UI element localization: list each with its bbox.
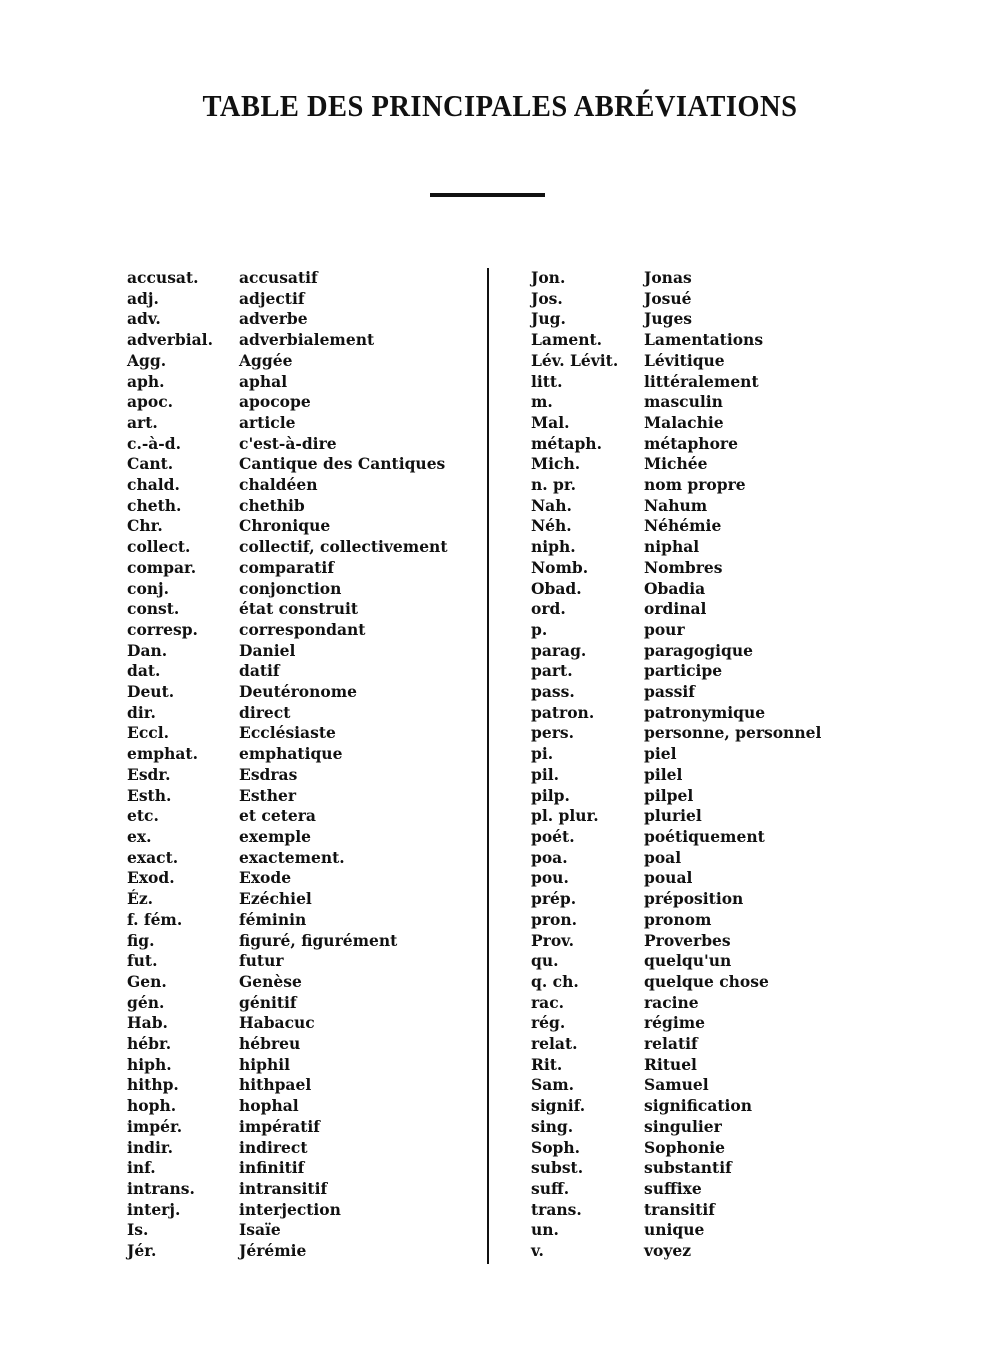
abbreviation-entry: [531, 289, 831, 310]
abbreviation-entry: [127, 682, 477, 703]
abbreviation: Jug.: [531, 309, 566, 329]
abbreviation-entry: [127, 1013, 477, 1034]
abbreviation: pers.: [531, 723, 574, 743]
abbreviation-meaning: accusatif: [239, 268, 318, 287]
abbreviation: hiph.: [127, 1054, 172, 1074]
abbreviation: adj.: [127, 288, 159, 308]
abbreviation-meaning: poual: [644, 868, 693, 888]
abbreviation: fig.: [127, 930, 155, 950]
abbreviation: Mal.: [531, 412, 570, 432]
abbreviation: signif.: [531, 1096, 586, 1116]
abbreviation-meaning: Ecclésiaste: [239, 723, 336, 743]
abbreviation-entry: [127, 413, 477, 434]
abbreviation: Lév. Lévit.: [531, 350, 619, 370]
abbreviation: Is.: [127, 1220, 149, 1240]
abbreviation-entry: [127, 1075, 477, 1096]
abbreviation-entry: [127, 848, 477, 869]
abbreviation: cheth.: [127, 495, 182, 515]
abbreviation-meaning: Sophonie: [644, 1137, 725, 1157]
abbreviation-meaning: Juges: [644, 309, 693, 329]
abbreviation-meaning: hiphil: [239, 1054, 291, 1074]
abbreviation: prép.: [531, 889, 577, 909]
abbreviation-meaning: relatif: [644, 1034, 698, 1054]
abbreviation: Gen.: [127, 971, 167, 991]
abbreviation-entry: [127, 1055, 477, 1076]
abbreviation-entry: [531, 744, 831, 765]
abbreviation-entry: [531, 786, 831, 807]
abbreviation-entry: [531, 516, 831, 537]
abbreviation: Néh.: [531, 516, 572, 536]
abbreviation-entry: [531, 579, 831, 600]
abbreviation-meaning: adjectif: [239, 288, 305, 308]
abbreviation: m.: [531, 392, 553, 412]
abbreviation: pass.: [531, 682, 575, 702]
abbreviation-meaning: aphal: [239, 371, 288, 391]
abbreviation-entry: [127, 537, 477, 558]
abbreviation-entry: [531, 889, 831, 910]
abbreviation-entry: [127, 868, 477, 889]
abbreviation: parag.: [531, 640, 587, 660]
abbreviation-meaning: conjonction: [239, 578, 342, 598]
abbreviation: relat.: [531, 1034, 578, 1054]
abbreviation-meaning: Aggée: [239, 350, 293, 370]
abbreviation-meaning: transitif: [644, 1199, 715, 1219]
abbreviation-entry: [127, 951, 477, 972]
abbreviation-meaning: Cantique des Cantiques: [239, 454, 446, 474]
abbreviation-entry: [531, 641, 831, 662]
abbreviation-entry: [531, 931, 831, 952]
abbreviation-meaning: hébreu: [239, 1034, 301, 1054]
abbreviation: pilp.: [531, 785, 570, 805]
abbreviation-entry: [127, 330, 477, 351]
abbreviation: apoc.: [127, 392, 174, 412]
abbreviation-entry: [531, 372, 831, 393]
abbreviation-meaning: substantif: [644, 1158, 732, 1178]
abbreviation-entry: [531, 558, 831, 579]
abbreviation-meaning: Michée: [644, 454, 708, 474]
abbreviation: litt.: [531, 371, 563, 391]
abbreviation: conj.: [127, 578, 170, 598]
abbreviation: niph.: [531, 537, 576, 557]
abbreviation-entry: [127, 1158, 477, 1179]
abbreviation-entry: [531, 868, 831, 889]
abbreviation-meaning: figuré, figurément: [239, 930, 398, 950]
abbreviation-meaning: quelque chose: [644, 971, 769, 991]
abbreviation-meaning: paragogique: [644, 640, 753, 660]
abbreviation-meaning: patronymique: [644, 702, 766, 722]
abbreviation-entry: [127, 744, 477, 765]
abbreviation-entry: [531, 1220, 831, 1241]
abbreviation-meaning: exactement.: [239, 847, 345, 867]
abbreviation-entry: [531, 496, 831, 517]
abbreviation-entry: [127, 309, 477, 330]
abbreviation-entry: [127, 972, 477, 993]
abbreviation-meaning: unique: [644, 1220, 705, 1240]
abbreviation-entry: [127, 889, 477, 910]
abbreviation: poét.: [531, 826, 575, 846]
abbreviation-entry: [127, 993, 477, 1014]
abbreviation-entry: [531, 703, 831, 724]
abbreviation-meaning: Daniel: [239, 640, 296, 660]
abbreviation-meaning: passif: [644, 682, 695, 702]
abbreviation-entry: [127, 475, 477, 496]
abbreviation-meaning: génitif: [239, 992, 297, 1012]
abbreviation-meaning: adverbialement: [239, 330, 375, 350]
abbreviation-meaning: Genèse: [239, 971, 302, 991]
abbreviation-entry: [127, 558, 477, 579]
abbreviation-meaning: pilel: [644, 764, 683, 784]
abbreviation: intrans.: [127, 1178, 195, 1198]
abbreviation-entry: [127, 351, 477, 372]
abbreviation-meaning: voyez: [644, 1241, 692, 1261]
abbreviation: Mich.: [531, 454, 581, 474]
abbreviation-meaning: Jonas: [644, 268, 692, 287]
abbreviation: adverbial.: [127, 330, 213, 350]
abbreviation-entry: [531, 351, 831, 372]
abbreviation-meaning: poétiquement: [644, 826, 765, 846]
abbreviation-entry: [531, 599, 831, 620]
abbreviation: Esdr.: [127, 764, 171, 784]
abbreviation-meaning: collectif, collectivement: [239, 537, 448, 557]
abbreviation-entry: [127, 703, 477, 724]
abbreviation-entry: [531, 413, 831, 434]
abbreviation-entry: [531, 1158, 831, 1179]
abbreviation-meaning: personne, personnel: [644, 723, 822, 743]
abbreviation: collect.: [127, 537, 191, 557]
abbreviation-entry: [127, 289, 477, 310]
abbreviation-entry: [127, 1117, 477, 1138]
abbreviation: rég.: [531, 1013, 566, 1033]
abbreviation: Chr.: [127, 516, 163, 536]
abbreviation-meaning: poal: [644, 847, 682, 867]
abbreviation-meaning: Ezéchiel: [239, 889, 312, 909]
abbreviation-meaning: indirect: [239, 1137, 308, 1157]
abbreviation-entry: [127, 1138, 477, 1159]
abbreviation-meaning: c'est-à-dire: [239, 433, 337, 453]
abbreviation-entry: [127, 1200, 477, 1221]
abbreviation: subst.: [531, 1158, 584, 1178]
abbreviation: Obad.: [531, 578, 582, 598]
abbreviation-meaning: Malachie: [644, 412, 724, 432]
abbreviation-entry: [531, 620, 831, 641]
abbreviation-entry: [531, 454, 831, 475]
abbreviation-meaning: correspondant: [239, 619, 366, 639]
title-rule: [430, 193, 545, 197]
abbreviation-entry: [127, 1034, 477, 1055]
abbreviation: Lament.: [531, 330, 603, 350]
abbreviation: ex.: [127, 826, 152, 846]
abbreviation-meaning: préposition: [644, 889, 744, 909]
abbreviation-meaning: Lamentations: [644, 330, 764, 350]
abbreviation-meaning: intransitif: [239, 1178, 328, 1198]
abbreviation-meaning: Néhémie: [644, 516, 722, 536]
abbreviation: trans.: [531, 1199, 582, 1219]
abbreviation-entry: [127, 1220, 477, 1241]
abbreviation-meaning: Jérémie: [239, 1241, 307, 1261]
abbreviation: p.: [531, 619, 548, 639]
abbreviation-entry: [127, 765, 477, 786]
abbreviation: dir.: [127, 702, 156, 722]
abbreviation-meaning: impératif: [239, 1116, 320, 1136]
abbreviation-entry: [531, 910, 831, 931]
abbreviation-entry: [127, 641, 477, 662]
abbreviation-entry: [127, 454, 477, 475]
abbreviation: n. pr.: [531, 475, 577, 495]
abbreviation-meaning: quelqu'un: [644, 951, 732, 971]
abbreviation-meaning: Josué: [644, 288, 692, 308]
abbreviation-entry: [127, 910, 477, 931]
abbreviation-entry: [531, 682, 831, 703]
abbreviation: qu.: [531, 951, 559, 971]
abbreviation-entry: [531, 268, 831, 289]
column-divider: [487, 268, 489, 1264]
abbreviation-entry: [531, 309, 831, 330]
abbreviation: art.: [127, 412, 158, 432]
abbreviation: Jér.: [127, 1241, 157, 1261]
abbreviation-entry: [127, 620, 477, 641]
abbreviation-meaning: Nombres: [644, 557, 723, 577]
abbreviation: sing.: [531, 1116, 574, 1136]
abbreviation-entry: [127, 1241, 477, 1262]
abbreviation: suff.: [531, 1178, 570, 1198]
abbreviation-meaning: piel: [644, 744, 677, 764]
abbreviation: aph.: [127, 371, 165, 391]
abbreviation: hoph.: [127, 1096, 177, 1116]
abbreviation: adv.: [127, 309, 161, 329]
abbreviation-entry: [127, 806, 477, 827]
abbreviation-meaning: infinitif: [239, 1158, 305, 1178]
abbreviation: un.: [531, 1220, 559, 1240]
abbreviation-meaning: littéralement: [644, 371, 759, 391]
abbreviation-entry: [127, 931, 477, 952]
abbreviation: f. fém.: [127, 909, 183, 929]
abbreviation-meaning: pour: [644, 619, 685, 639]
abbreviation-meaning: Isaïe: [239, 1220, 281, 1240]
abbreviation: Sam.: [531, 1075, 575, 1095]
abbreviation-entry: [127, 268, 477, 289]
abbreviation-entry: [127, 496, 477, 517]
abbreviation: accusat.: [127, 268, 199, 287]
abbreviation-meaning: futur: [239, 951, 284, 971]
abbreviation: métaph.: [531, 433, 602, 453]
abbreviation-meaning: hophal: [239, 1096, 299, 1116]
abbreviation-meaning: métaphore: [644, 433, 738, 453]
abbreviation-entry: [531, 1013, 831, 1034]
abbreviation-meaning: article: [239, 412, 296, 432]
abbreviation-entry: [531, 1117, 831, 1138]
abbreviation-entry: [531, 972, 831, 993]
abbreviation-entry: [127, 434, 477, 455]
abbreviation: dat.: [127, 661, 161, 681]
abbreviation: Hab.: [127, 1013, 168, 1033]
abbreviation-entry: [531, 723, 831, 744]
abbreviation-meaning: pluriel: [644, 806, 702, 826]
abbreviation: Agg.: [127, 350, 167, 370]
abbreviation-meaning: interjection: [239, 1199, 341, 1219]
abbreviation-entry: [531, 993, 831, 1014]
abbreviation: Nah.: [531, 495, 572, 515]
abbreviation-meaning: datif: [239, 661, 280, 681]
abbreviation: Soph.: [531, 1137, 581, 1157]
abbreviation: indir.: [127, 1137, 174, 1157]
abbreviation-meaning: niphal: [644, 537, 700, 557]
abbreviation-meaning: masculin: [644, 392, 723, 412]
abbreviation: compar.: [127, 557, 197, 577]
abbreviation-entry: [531, 848, 831, 869]
abbreviation: impér.: [127, 1116, 183, 1136]
abbreviation-entry: [531, 1138, 831, 1159]
abbreviation-entry: [531, 1055, 831, 1076]
abbreviation-entry: [127, 599, 477, 620]
abbreviation-meaning: adverbe: [239, 309, 308, 329]
abbreviation: ord.: [531, 599, 566, 619]
abbreviation-meaning: Exode: [239, 868, 292, 888]
abbreviation-meaning: comparatif: [239, 557, 334, 577]
abbreviation-meaning: emphatique: [239, 744, 343, 764]
abbreviation-entry: [531, 1200, 831, 1221]
abbreviation-entry: [127, 661, 477, 682]
abbreviation: etc.: [127, 806, 159, 826]
abbreviation: Deut.: [127, 682, 175, 702]
abbreviation-entry: [127, 827, 477, 848]
abbreviation-entry: [127, 723, 477, 744]
abbreviation-entry: [531, 475, 831, 496]
abbreviation-entry: [531, 1075, 831, 1096]
abbreviation-meaning: féminin: [239, 909, 307, 929]
abbreviation-meaning: ordinal: [644, 599, 707, 619]
abbreviation-meaning: chaldéen: [239, 475, 318, 495]
abbreviation-meaning: pilpel: [644, 785, 694, 805]
abbreviation-entry: [531, 661, 831, 682]
abbreviation-meaning: signification: [644, 1096, 753, 1116]
abbreviation-entry: [127, 372, 477, 393]
abbreviation: interj.: [127, 1199, 181, 1219]
abbreviation-entry: [127, 516, 477, 537]
abbreviation-meaning: Rituel: [644, 1054, 697, 1074]
abbreviation-entry: [531, 537, 831, 558]
abbreviation-meaning: Habacuc: [239, 1013, 315, 1033]
abbreviation-meaning: Esther: [239, 785, 296, 805]
abbreviation-entry: [531, 951, 831, 972]
page-title: TABLE DES PRINCIPALES ABRÉVIATIONS: [202, 88, 798, 123]
abbreviation: Cant.: [127, 454, 174, 474]
abbreviation: q. ch.: [531, 971, 579, 991]
abbreviation-meaning: singulier: [644, 1116, 722, 1136]
abbreviation-meaning: et cetera: [239, 806, 316, 826]
abbreviation-entry: [531, 1034, 831, 1055]
abbreviation-meaning: Chronique: [239, 516, 331, 536]
abbreviation: Jon.: [531, 268, 566, 287]
abbreviation-entry: [531, 1096, 831, 1117]
abbreviation-meaning: Obadia: [644, 578, 706, 598]
abbreviation: pl. plur.: [531, 806, 599, 826]
abbreviation: c.-à-d.: [127, 433, 181, 453]
abbreviation: Eccl.: [127, 723, 169, 743]
abbreviation-meaning: Deutéronome: [239, 682, 357, 702]
abbreviation: gén.: [127, 992, 165, 1012]
abbreviation: v.: [531, 1241, 544, 1261]
abbreviation-entry: [531, 1241, 831, 1262]
abbreviation: hithp.: [127, 1075, 179, 1095]
abbreviation: inf.: [127, 1158, 156, 1178]
abbreviation: exact.: [127, 847, 179, 867]
abbreviation: poa.: [531, 847, 568, 867]
abbreviation: const.: [127, 599, 180, 619]
abbreviation-entry: [127, 786, 477, 807]
abbreviation-meaning: état construit: [239, 599, 359, 619]
abbreviation-entry: [531, 434, 831, 455]
abbreviation-meaning: suffixe: [644, 1178, 702, 1198]
abbreviation-entry: [531, 827, 831, 848]
abbreviation: Dan.: [127, 640, 168, 660]
abbreviation: chald.: [127, 475, 180, 495]
abbreviation-meaning: apocope: [239, 392, 311, 412]
abbreviation: pou.: [531, 868, 569, 888]
abbreviation: pron.: [531, 909, 578, 929]
abbreviation-meaning: exemple: [239, 826, 311, 846]
abbreviation: Exod.: [127, 868, 175, 888]
abbreviation: Esth.: [127, 785, 172, 805]
abbreviation-entry: [127, 579, 477, 600]
abbreviation: rac.: [531, 992, 565, 1012]
abbreviation: Éz.: [127, 889, 154, 909]
abbreviation-meaning: Lévitique: [644, 350, 725, 370]
abbreviation: Jos.: [531, 288, 563, 308]
abbreviation: Prov.: [531, 930, 575, 950]
abbreviation-entry: [127, 1096, 477, 1117]
left-column: [127, 268, 477, 1262]
abbreviation-entry: [531, 1179, 831, 1200]
abbreviation-entry: [127, 392, 477, 413]
abbreviation-entry: [531, 765, 831, 786]
abbreviation: part.: [531, 661, 573, 681]
abbreviation: emphat.: [127, 744, 198, 764]
abbreviation-meaning: hithpael: [239, 1075, 312, 1095]
abbreviation-entry: [531, 392, 831, 413]
abbreviation: patron.: [531, 702, 595, 722]
abbreviation: Nomb.: [531, 557, 589, 577]
abbreviation-meaning: racine: [644, 992, 699, 1012]
abbreviation-entry: [531, 806, 831, 827]
abbreviation: pi.: [531, 744, 554, 764]
abbreviation-entry: [127, 1179, 477, 1200]
abbreviation-meaning: nom propre: [644, 475, 746, 495]
abbreviation: hébr.: [127, 1034, 172, 1054]
abbreviation-meaning: Esdras: [239, 764, 298, 784]
abbreviation-meaning: participe: [644, 661, 723, 681]
abbreviation-meaning: Proverbes: [644, 930, 731, 950]
abbreviation-meaning: chethib: [239, 495, 305, 515]
abbreviation-meaning: direct: [239, 702, 291, 722]
right-column: [531, 268, 831, 1262]
abbreviation-meaning: Samuel: [644, 1075, 709, 1095]
abbreviation: corresp.: [127, 619, 198, 639]
abbreviation-meaning: Nahum: [644, 495, 708, 515]
abbreviation-entry: [531, 330, 831, 351]
abbreviation: fut.: [127, 951, 158, 971]
abbreviation: Rit.: [531, 1054, 563, 1074]
abbreviation: pil.: [531, 764, 560, 784]
abbreviation-meaning: régime: [644, 1013, 706, 1033]
abbreviation-meaning: pronom: [644, 909, 712, 929]
